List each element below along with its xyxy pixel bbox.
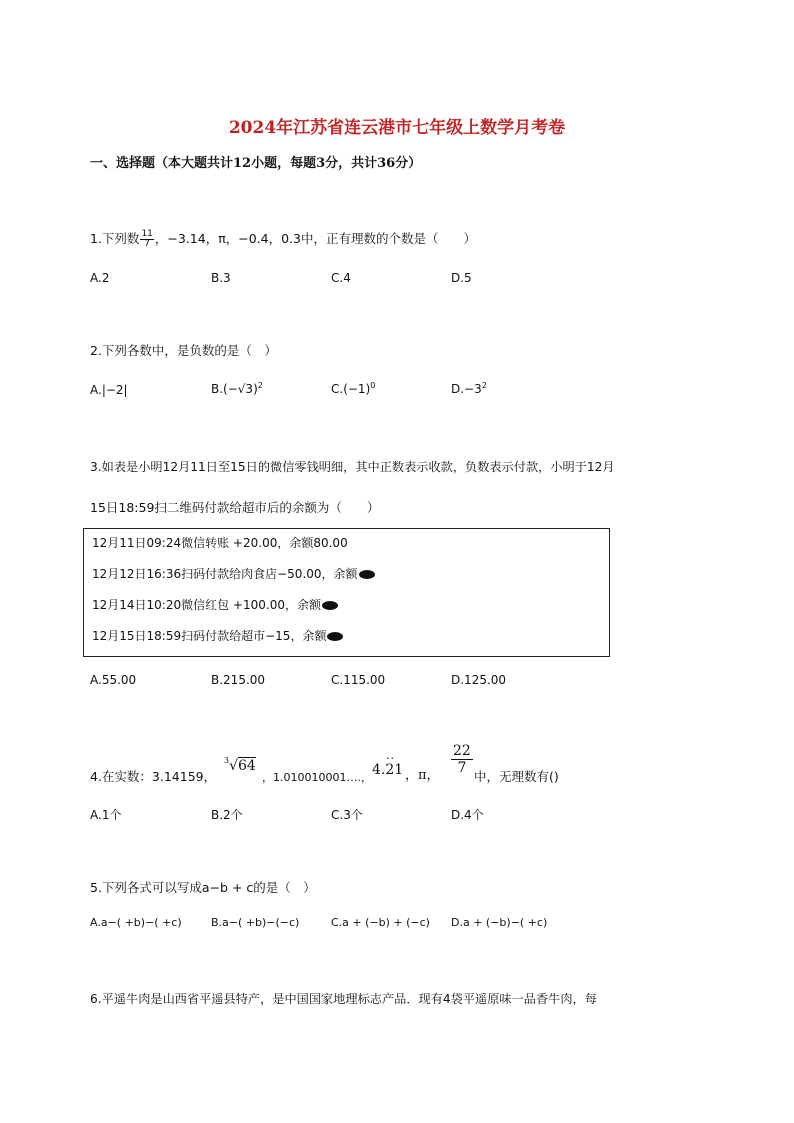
question-4-prefix: 4.在实数：3.14159， xyxy=(90,769,217,784)
q2-option-b xyxy=(211,381,263,396)
question-2: 2.下列各数中，是负数的是（ ） xyxy=(90,343,277,358)
q3-option-d: D.125.00 xyxy=(451,673,507,687)
repeating-decimal: ·· 4.21 xyxy=(372,752,404,778)
cube-root-index: 3 xyxy=(224,756,230,765)
cube-root-64 xyxy=(224,758,256,774)
q3-option-c: C.115.00 xyxy=(331,673,386,687)
q5-option-a: A.a−( +b)−( +c) xyxy=(90,916,182,929)
ledger-row: 12月15日18:59扫码付款给超市−15，余额 xyxy=(92,627,343,644)
ledger-row: 12月12日16:36扫码付款给肉食店−50.00，余额 xyxy=(92,565,375,582)
q3-option-b: B.215.00 xyxy=(211,673,266,687)
q1-option-d: D.5 xyxy=(451,271,472,285)
q3-option-a: A.55.00 xyxy=(90,673,137,687)
cube-root-radicand: 64 xyxy=(238,758,256,774)
q5-option-b: B.a−( +b)−(−c) xyxy=(211,916,300,929)
q2-option-d xyxy=(451,381,487,396)
question-1 xyxy=(90,229,476,249)
q2-option-c xyxy=(331,381,375,396)
q1-option-b: B.3 xyxy=(211,271,231,285)
q5-option-d: D.a + (−b)−( +c) xyxy=(451,916,548,929)
q1-option-c: C.4 xyxy=(331,271,351,285)
question-5: 5.下列各式可以写成a−b + c的是（ ） xyxy=(90,880,316,895)
q2-option-c-base: C.(−1) xyxy=(331,382,371,396)
redacted-blob-icon xyxy=(322,601,338,610)
fraction-denominator: 7 xyxy=(457,760,467,776)
question-1-rest: ，−3.14，π，−0.4，0.3中，正有理数的个数是（ ） xyxy=(154,231,476,246)
question-4-suffix: 中，无理数有() xyxy=(474,769,559,784)
ledger-row: 12月14日10:20微信红包 +100.00，余额 xyxy=(92,596,338,613)
fraction-denominator: 7 xyxy=(144,239,151,249)
section-heading: 一、选择题（本大题共计12小题，每题3分，共计36分） xyxy=(90,156,422,171)
question-4-pi: ，π， xyxy=(405,768,440,783)
question-1-prefix: 1.下列数 xyxy=(90,231,140,246)
q2-option-c-exponent: 0 xyxy=(370,381,376,390)
page-title: 2024年江苏省连云港市七年级上数学月考卷 xyxy=(228,118,566,138)
question-4-mid: ，1.010010001….， xyxy=(262,771,372,784)
q2-option-b-exponent: 2 xyxy=(257,381,263,390)
question-3-line-1: 3.如表是小明12月11日至15日的微信零钱明细，其中正数表示收款，负数表示付款，小明于12月 xyxy=(90,460,615,474)
radical-sign-icon: √ xyxy=(229,758,239,774)
fraction-numerator: 11 xyxy=(141,229,153,239)
q2-option-b-base: B.(−√3) xyxy=(211,382,258,396)
q2-option-a: A.|−2| xyxy=(90,383,128,397)
ledger-row: 12月11日09:24微信转账 +20.00，余额80.00 xyxy=(92,536,348,550)
q4-option-a: A.1个 xyxy=(90,808,122,822)
q2-option-d-exponent: 2 xyxy=(481,381,487,390)
q5-option-c: C.a + (−b) + (−c) xyxy=(331,916,430,929)
question-6: 6.平遥牛肉是山西省平遥县特产，是中国国家地理标志产品．现有4袋平遥原味一品香牛肉，每 xyxy=(90,992,597,1006)
redacted-blob-icon xyxy=(327,632,343,641)
q1-option-a: A.2 xyxy=(90,271,110,285)
fraction-22-7 xyxy=(451,743,473,776)
wechat-ledger-table xyxy=(83,528,610,657)
redacted-blob-icon xyxy=(359,570,375,579)
q4-option-c: C.3个 xyxy=(331,808,363,822)
fraction-11-7 xyxy=(140,230,153,249)
q2-option-d-base: D.−3 xyxy=(451,382,482,396)
q4-option-b: B.2个 xyxy=(211,808,243,822)
fraction-numerator: 22 xyxy=(453,743,471,759)
repeating-dots-icon: ·· xyxy=(386,752,395,765)
question-3-line-2: 15日18:59扫二维码付款给超市后的余额为（ ） xyxy=(90,500,380,515)
q4-option-d: D.4个 xyxy=(451,808,484,822)
